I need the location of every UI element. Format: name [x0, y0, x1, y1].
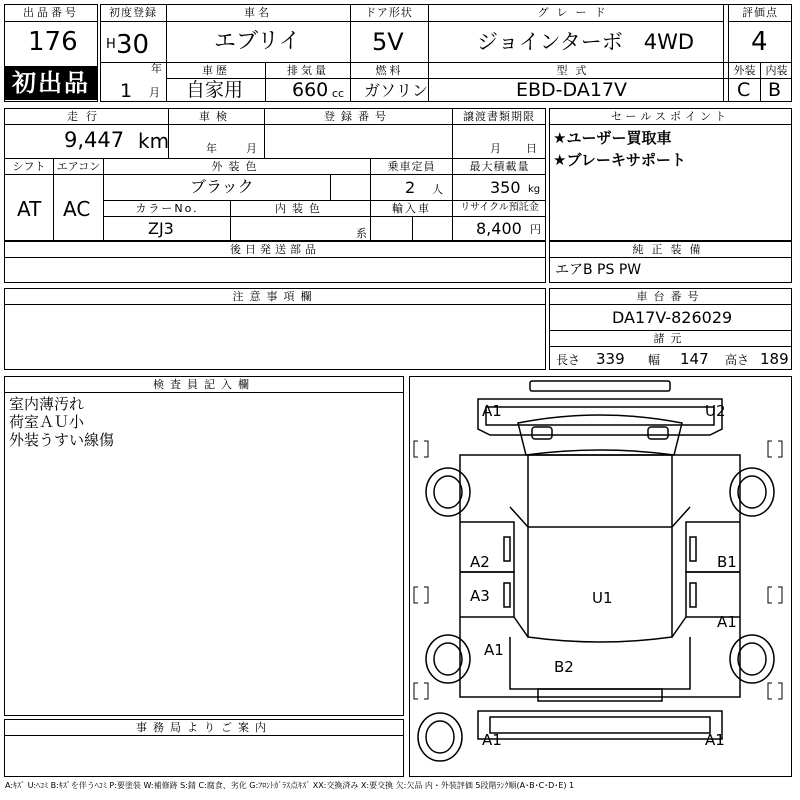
- color-label: 外装色: [211, 160, 263, 173]
- first-listing-badge: 初出品: [5, 66, 97, 100]
- shift: AT: [17, 197, 42, 221]
- mileage-unit: km: [138, 129, 170, 153]
- width: 147: [680, 350, 709, 368]
- damage-mark-rear-center: B2: [554, 658, 574, 676]
- inspect-month: 月: [246, 142, 257, 155]
- length: 339: [596, 350, 625, 368]
- damage-mark-left-door-front: A2: [470, 553, 490, 571]
- history-label: 車歴: [202, 64, 230, 77]
- damage-mark-rear-left: A1: [482, 731, 502, 749]
- colorno-label: カラーNo.: [135, 202, 199, 215]
- sales-point-box: [549, 108, 792, 241]
- recycle-unit: 円: [530, 223, 541, 236]
- lot-number: 176: [28, 27, 78, 57]
- recycle-label: リサイクル預託金: [460, 202, 539, 213]
- fuel-label: 燃料: [375, 64, 404, 77]
- damage-mark-left-rear: A1: [484, 641, 504, 659]
- load-unit: kg: [528, 184, 541, 195]
- ext-label: 外装: [733, 64, 756, 77]
- grade-label: グレード: [537, 6, 614, 19]
- disp-label: 排気量: [287, 64, 329, 77]
- office-label: 事務局よりご案内: [136, 721, 272, 734]
- fuel: ガソリン: [364, 81, 429, 100]
- inspector-note-3: 外装うすい線傷: [9, 431, 115, 449]
- year-unit: 年: [151, 62, 162, 75]
- grade: ジョインターボ 4WD: [477, 30, 695, 54]
- equipment-label: 純正装備: [632, 243, 709, 256]
- name-label: 車名: [244, 6, 272, 19]
- inspector-note-2: 荷室ＡＵ小: [9, 413, 85, 431]
- shift-label: シフト: [12, 160, 46, 173]
- ac-label: エアコン: [56, 160, 101, 173]
- reg-year: 30: [116, 30, 150, 60]
- intcolor-unit: 系: [356, 227, 367, 240]
- damage-mark-rear-right: A1: [705, 731, 725, 749]
- ext-color: ブラック: [190, 177, 254, 196]
- sales-point-label: セールスポイント: [610, 110, 730, 123]
- legend: A:ｷｽﾞ U:ﾍｺﾐ B:ｷｽﾞを伴うﾍｺﾐ P:要塗装 W:補修跡 S:錆 C:腐食、劣化 G:ﾌﾛﾝﾄｶﾞﾗｽ点ｷｽﾞ XX:交換済み X:要交換 欠:欠品 内・外装評価 5段階ﾗﾝｸ順(A･B･C･D･E) 1: [5, 781, 575, 790]
- color-number: ZJ3: [148, 219, 174, 238]
- int-label: 内装: [765, 64, 788, 77]
- damage-mark-front-left: A1: [482, 402, 502, 420]
- chassis-label: 車台番号: [636, 290, 705, 303]
- seats: 2: [405, 178, 416, 197]
- transfer-day: 日: [526, 142, 537, 155]
- height-label: 高さ: [725, 353, 750, 367]
- damage-mark-roof: U1: [592, 589, 613, 607]
- inspect-year: 年: [206, 142, 217, 155]
- reg-month: 1: [120, 80, 133, 102]
- sales-point-1: ★ユーザー買取車: [553, 129, 672, 147]
- dims-label: 諸元: [653, 332, 688, 345]
- door-type: 5V: [372, 28, 404, 56]
- score-label: 評価点: [742, 6, 778, 19]
- door-label: ドア形状: [365, 6, 413, 19]
- score: 4: [751, 27, 768, 57]
- reg-label: 初度登録: [109, 6, 157, 19]
- ac: AC: [63, 197, 91, 221]
- disp-unit: cc: [332, 87, 345, 100]
- regno-label: 登録番号: [324, 110, 392, 123]
- mileage: 9,447: [64, 128, 125, 152]
- car-name: エブリイ: [214, 29, 301, 54]
- equipment: エアB PS PW: [555, 262, 642, 278]
- length-label: 長さ: [556, 353, 581, 367]
- width-label: 幅: [648, 353, 661, 367]
- height: 189: [760, 350, 789, 368]
- ext-grade: C: [737, 79, 751, 101]
- inspector-note-1: 室内薄汚れ: [9, 395, 85, 413]
- caution-label: 注意事項欄: [232, 290, 318, 303]
- import-label: 輸入車: [392, 202, 431, 215]
- later-parts-label: 後日発送部品: [230, 243, 320, 256]
- max-load: 350: [490, 178, 521, 197]
- damage-mark-right-door-rear: A1: [717, 613, 737, 631]
- model-label: 型式: [556, 64, 595, 77]
- intcolor-label: 内装色: [275, 202, 326, 215]
- model: EBD-DA17V: [516, 79, 627, 101]
- recycle-fee: 8,400: [476, 219, 522, 238]
- sales-point-2: ★ブレーキサポート: [553, 151, 686, 169]
- transfer-month: 月: [490, 142, 501, 155]
- int-grade: B: [768, 79, 782, 101]
- damage-diagram: [409, 376, 792, 777]
- month-unit: 月: [149, 86, 160, 99]
- lot-label: 出品番号: [23, 6, 79, 19]
- damage-mark-left-door-rear: A3: [470, 587, 490, 605]
- seats-unit: 人: [432, 183, 443, 196]
- chassis-number: DA17V-826029: [612, 308, 733, 327]
- inspect-label: 車検: [199, 110, 233, 123]
- inspector-label: 検査員記入欄: [153, 378, 255, 391]
- displacement: 660: [292, 79, 329, 101]
- seats-label: 乗車定員: [387, 160, 436, 173]
- era: H: [106, 37, 116, 52]
- transfer-label: 譲渡書類期限: [463, 110, 535, 123]
- damage-mark-front-right: U2: [705, 402, 726, 420]
- mileage-label: 走行: [67, 110, 105, 123]
- damage-mark-right-door-front: B1: [717, 553, 737, 571]
- load-label: 最大積載量: [469, 160, 530, 173]
- history: 自家用: [186, 79, 244, 101]
